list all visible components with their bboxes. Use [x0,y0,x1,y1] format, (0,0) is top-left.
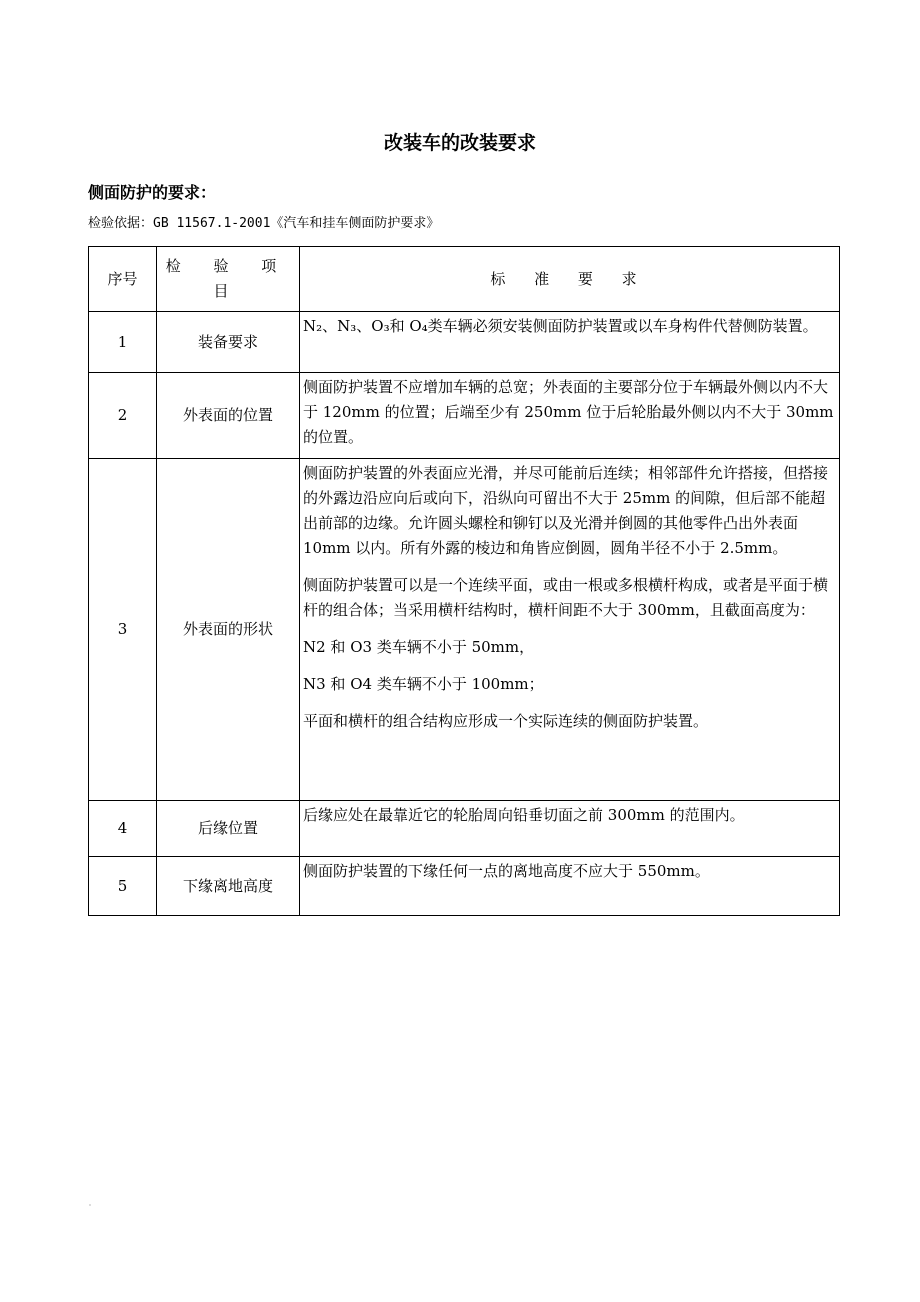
requirements-table [88,246,840,916]
header-no: 序号 [89,247,157,312]
table-row [89,801,840,857]
row-standard [300,373,840,459]
row-item: 外表面的形状 [157,459,300,801]
table-header-row [89,247,840,312]
row-standard [300,801,840,857]
row-standard [300,459,840,801]
standard-text: N₂、N₃、O₃和 O₄类车辆必须安装侧面防护装置或以车身构件代替侧防装置。 [303,317,818,335]
row-item: 下缘离地高度 [157,857,300,916]
table-row [89,857,840,916]
row-no: 1 [89,312,157,373]
inspection-basis: 检验依据：GB 11567.1-2001《汽车和挂车侧面防护要求》 [88,216,440,231]
row-no: 5 [89,857,157,916]
standard-paragraph: 侧面防护装置可以是一个连续平面，或由一根或多根横杆构成，或者是平面于横杆的组合体；当采用横杆结构时，横杆间距不大于 300mm，且截面高度为： [303,576,829,619]
standard-paragraph: 平面和横杆的组合结构应形成一个实际连续的侧面防护装置。 [303,712,709,730]
header-item: 检 验 项 目 [157,247,300,312]
standard-paragraph: N2 和 O3 类车辆不小于 50mm， [303,638,535,656]
section-heading: 侧面防护的要求： [88,183,217,202]
table-row [89,459,840,801]
table-row [89,373,840,459]
page-speck [89,1204,91,1206]
standard-text: 侧面防护装置不应增加车辆的总宽；外表面的主要部分位于车辆最外侧以内不大于 120mm 的位置；后端至少有 250mm 位于后轮胎最外侧以内不大于 30mm 的位置。 [303,378,834,446]
standard-paragraph: 侧面防护装置的外表面应光滑，并尽可能前后连续；相邻部件允许搭接，但搭接的外露边沿应向后或向下，沿纵向可留出不大于 25mm 的间隙，但后部不能超出前部的边缘。允许圆头螺栓和铆钉以及光滑并倒圆的其他零件凸出外表面 10mm 以内。所有外露的棱边和角皆应倒圆，圆角半径不小于 2.5mm。 [303,464,829,557]
row-standard [300,312,840,373]
row-standard [300,857,840,916]
table-row [89,312,840,373]
standard-text: 后缘应处在最靠近它的轮胎周向铅垂切面之前 300mm 的范围内。 [303,806,745,824]
standard-text: 侧面防护装置的下缘任何一点的离地高度不应大于 550mm。 [303,862,710,880]
row-item: 外表面的位置 [157,373,300,459]
row-item: 装备要求 [157,312,300,373]
row-no: 2 [89,373,157,459]
row-no: 3 [89,459,157,801]
row-no: 4 [89,801,157,857]
standard-paragraph: N3 和 O4 类车辆不小于 100mm； [303,675,544,693]
document-title: 改装车的改装要求 [383,132,536,154]
header-standard: 标 准 要 求 [300,247,840,312]
row-item: 后缘位置 [157,801,300,857]
